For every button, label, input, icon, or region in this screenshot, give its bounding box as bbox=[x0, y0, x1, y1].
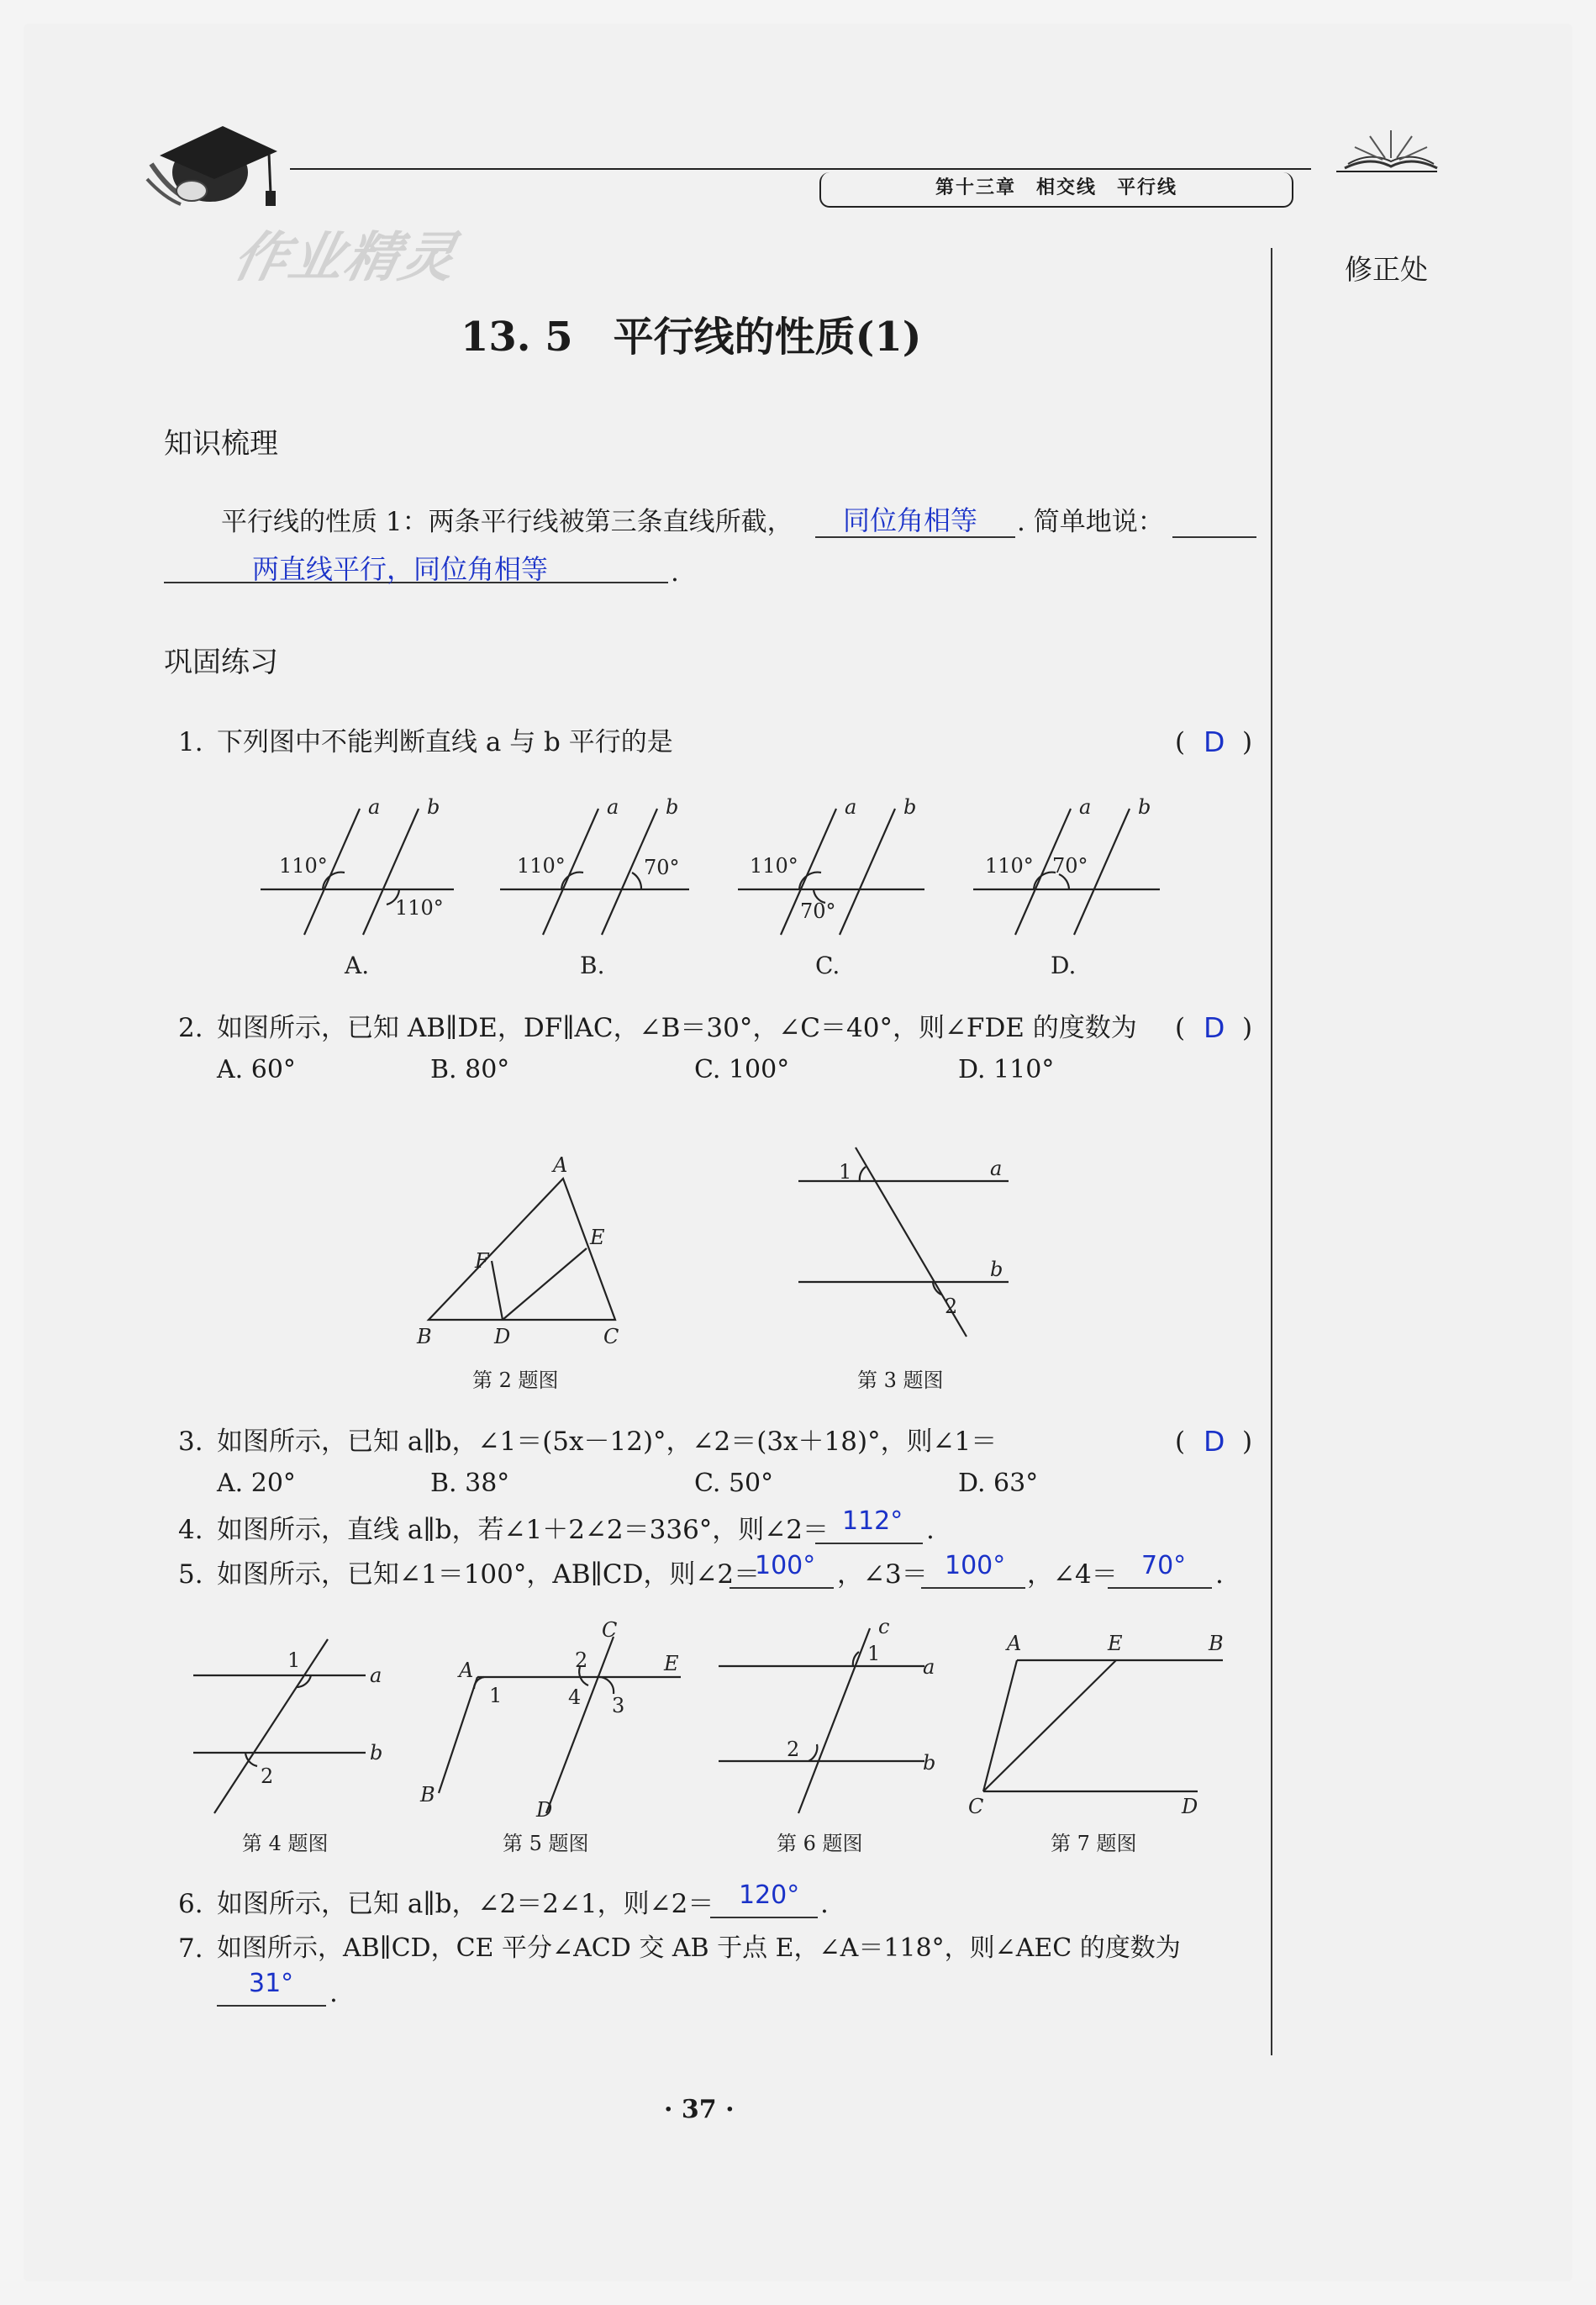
q1a-angle2: 110° bbox=[395, 896, 444, 920]
q1-answer: D bbox=[1204, 725, 1225, 758]
fig7-label-b: B bbox=[1209, 1632, 1224, 1655]
fig5-label-3: 3 bbox=[612, 1694, 625, 1717]
q3-paren-close: ) bbox=[1242, 1427, 1253, 1457]
fig6-label-2: 2 bbox=[787, 1738, 800, 1761]
q2-paren-close: ) bbox=[1242, 1013, 1253, 1043]
q1-figure-b bbox=[500, 795, 689, 935]
q6-end: . bbox=[820, 1889, 829, 1919]
practice-heading: 巩固练习 bbox=[164, 646, 278, 679]
blank-1 bbox=[815, 506, 1015, 538]
q1d-label-b: b bbox=[1138, 795, 1151, 819]
q1c-angle2: 70° bbox=[800, 899, 836, 923]
fig5-label-c: C bbox=[602, 1618, 618, 1642]
knowledge-line1-middle: . 简单地说： bbox=[1017, 507, 1164, 537]
q7-number: 7. bbox=[178, 1933, 203, 1964]
q5-text: 如图所示，已知∠1＝100°，AB∥CD，则∠2＝ bbox=[217, 1559, 761, 1590]
q1-letter-c: C. bbox=[815, 952, 840, 979]
q5-answer-3: 70° bbox=[1141, 1551, 1187, 1580]
fig6-label-b: b bbox=[923, 1751, 936, 1775]
q1-figure-c bbox=[738, 795, 924, 935]
q1c-label-b: b bbox=[903, 795, 917, 819]
knowledge-line2-end: . bbox=[671, 557, 679, 588]
blank-2a bbox=[1172, 506, 1256, 538]
figures-2-3 bbox=[395, 1143, 1051, 1404]
q5-sep2: ，∠4＝ bbox=[1027, 1559, 1118, 1590]
fig5-label-a: A bbox=[459, 1659, 474, 1682]
figure-5 bbox=[419, 1618, 681, 1822]
q2-paren-open: ( bbox=[1175, 1013, 1186, 1043]
q2-option-c: C. 100° bbox=[694, 1055, 790, 1084]
q1-letter-b: B. bbox=[580, 952, 605, 979]
q6-answer: 120° bbox=[739, 1880, 800, 1910]
q4-end: . bbox=[926, 1515, 935, 1545]
margin-rule bbox=[1271, 248, 1272, 2055]
fig6-label-c: c bbox=[878, 1618, 890, 1638]
fig3-label-2: 2 bbox=[945, 1295, 958, 1318]
fig3-label-b: b bbox=[990, 1258, 1003, 1281]
q2-answer: D bbox=[1204, 1011, 1225, 1044]
figure-2 bbox=[416, 1153, 619, 1348]
q1-letter-a: A. bbox=[345, 952, 370, 979]
q1b-angle2: 70° bbox=[644, 856, 680, 879]
fig5-label-2: 2 bbox=[575, 1648, 588, 1672]
q4-number: 4. bbox=[178, 1515, 203, 1545]
q5-blank-2 bbox=[921, 1551, 1025, 1589]
fig3-label-1: 1 bbox=[839, 1160, 852, 1184]
fig2-label-f: F bbox=[475, 1249, 489, 1273]
q3-number: 3. bbox=[178, 1427, 203, 1457]
knowledge-heading: 知识梳理 bbox=[164, 427, 278, 461]
q4-answer: 112° bbox=[842, 1506, 903, 1536]
q1-paren-open: ( bbox=[1175, 727, 1186, 757]
q4-blank bbox=[815, 1506, 923, 1544]
q2-option-a: A. 60° bbox=[217, 1055, 296, 1084]
fig3-label-a: a bbox=[990, 1157, 1003, 1180]
chapter-label: 第十三章 相交线 平行线 bbox=[819, 172, 1293, 208]
q2-text: 如图所示，已知 AB∥DE，DF∥AC，∠B＝30°，∠C＝40°，则∠FDE 的度数为 bbox=[217, 1013, 1137, 1043]
q2-option-d: D. 110° bbox=[958, 1055, 1055, 1084]
q1b-label-b: b bbox=[666, 795, 679, 819]
fig2-label-c: C bbox=[603, 1325, 619, 1348]
q3-text: 如图所示，已知 a∥b，∠1＝(5x－12)°，∠2＝(3x＋18)°，则∠1＝ bbox=[217, 1427, 998, 1457]
fig5-label-e: E bbox=[664, 1652, 679, 1675]
fig3-caption: 第 3 题图 bbox=[857, 1369, 944, 1392]
q1-number: 1. bbox=[178, 727, 203, 757]
page-number: · 37 · bbox=[664, 2095, 735, 2124]
fig5-label-d: D bbox=[536, 1798, 553, 1822]
fig6-label-1: 1 bbox=[867, 1642, 881, 1665]
q1d-angle1: 110° bbox=[985, 854, 1034, 878]
q7-answer: 31° bbox=[249, 1969, 294, 1998]
q5-number: 5. bbox=[178, 1559, 203, 1590]
q1a-angle1: 110° bbox=[279, 854, 328, 878]
q2-option-b: B. 80° bbox=[430, 1055, 510, 1084]
q1a-label-a: a bbox=[368, 795, 381, 819]
answer-1: 同位角相等 bbox=[843, 504, 978, 536]
q1-letter-d: D. bbox=[1051, 952, 1077, 979]
q7-end: . bbox=[329, 1978, 338, 2008]
q1d-angle2: 70° bbox=[1052, 854, 1088, 878]
q1-text: 下列图中不能判断直线 a 与 b 平行的是 bbox=[217, 727, 673, 757]
fig4-caption: 第 4 题图 bbox=[242, 1832, 329, 1855]
q5-blank-1 bbox=[730, 1551, 834, 1589]
fig6-caption: 第 6 题图 bbox=[777, 1832, 863, 1855]
q3-option-c: C. 50° bbox=[694, 1469, 774, 1498]
fig4-label-b: b bbox=[370, 1741, 383, 1764]
fig2-label-d: D bbox=[494, 1325, 511, 1348]
q5-answer-2: 100° bbox=[945, 1551, 1006, 1580]
q1b-angle1: 110° bbox=[517, 854, 566, 878]
q7-blank bbox=[217, 1969, 326, 2007]
q5-answer-1: 100° bbox=[755, 1551, 816, 1580]
fig7-label-d: D bbox=[1182, 1795, 1198, 1818]
figures-4-7 bbox=[176, 1618, 1269, 1862]
figure-4 bbox=[193, 1639, 382, 1813]
fig7-caption: 第 7 题图 bbox=[1051, 1832, 1137, 1855]
q1-figures bbox=[252, 790, 1185, 992]
q3-option-b: B. 38° bbox=[430, 1469, 510, 1498]
q1-figure-d bbox=[973, 795, 1160, 935]
fig4-label-2: 2 bbox=[261, 1764, 274, 1788]
q5-blank-3 bbox=[1108, 1551, 1212, 1589]
q1-figure-a bbox=[261, 795, 454, 935]
graduation-cap-icon bbox=[143, 113, 286, 214]
knowledge-line1-prefix: 平行线的性质 1：两条平行线被第三条直线所截， bbox=[221, 507, 793, 537]
q1b-label-a: a bbox=[607, 795, 619, 819]
q1-paren-close: ) bbox=[1242, 727, 1253, 757]
figure-6 bbox=[719, 1618, 935, 1813]
q3-option-a: A. 20° bbox=[217, 1469, 296, 1498]
watermark: 作业精灵 bbox=[227, 227, 463, 289]
fig2-label-b: B bbox=[417, 1325, 432, 1348]
fig4-label-a: a bbox=[370, 1664, 382, 1687]
fig4-label-1: 1 bbox=[287, 1648, 301, 1672]
figure-7 bbox=[968, 1632, 1224, 1818]
margin-note: 修正处 bbox=[1345, 253, 1428, 286]
q1d-label-a: a bbox=[1079, 795, 1092, 819]
fig5-caption: 第 5 题图 bbox=[503, 1832, 589, 1855]
q6-text: 如图所示，已知 a∥b，∠2＝2∠1，则∠2＝ bbox=[217, 1889, 714, 1919]
q1c-angle1: 110° bbox=[750, 854, 798, 878]
q1c-label-a: a bbox=[845, 795, 857, 819]
q5-end: . bbox=[1215, 1559, 1224, 1590]
fig2-label-e: E bbox=[590, 1226, 605, 1249]
fig5-label-1: 1 bbox=[489, 1684, 503, 1707]
fig2-label-a: A bbox=[553, 1153, 568, 1177]
fig5-label-4: 4 bbox=[568, 1685, 582, 1709]
fig6-label-a: a bbox=[923, 1655, 935, 1679]
blank-2b bbox=[164, 553, 668, 583]
q3-paren-open: ( bbox=[1175, 1427, 1186, 1457]
q1a-label-b: b bbox=[427, 795, 440, 819]
q7-text: 如图所示，AB∥CD，CE 平分∠ACD 交 AB 于点 E，∠A＝118°，则∠AEC 的度数为 bbox=[217, 1933, 1181, 1963]
q6-number: 6. bbox=[178, 1889, 203, 1919]
q3-option-d: D. 63° bbox=[958, 1469, 1039, 1498]
open-book-icon bbox=[1336, 118, 1446, 177]
q5-sep1: ，∠3＝ bbox=[837, 1559, 928, 1590]
fig7-label-e: E bbox=[1108, 1632, 1123, 1655]
fig2-caption: 第 2 题图 bbox=[472, 1369, 559, 1392]
fig7-label-c: C bbox=[968, 1795, 984, 1818]
header-rule bbox=[290, 168, 1311, 170]
q6-blank bbox=[710, 1880, 818, 1918]
figure-3 bbox=[798, 1147, 1009, 1337]
q4-text: 如图所示，直线 a∥b，若∠1＋2∠2＝336°，则∠2＝ bbox=[217, 1515, 829, 1545]
section-title: 13. 5 平行线的性质(1) bbox=[461, 314, 922, 361]
fig5-label-b: B bbox=[420, 1783, 435, 1807]
q3-answer: D bbox=[1204, 1425, 1225, 1458]
answer-2: 两直线平行，同位角相等 bbox=[252, 553, 549, 585]
q2-number: 2. bbox=[178, 1013, 203, 1043]
fig7-label-a: A bbox=[1007, 1632, 1022, 1655]
